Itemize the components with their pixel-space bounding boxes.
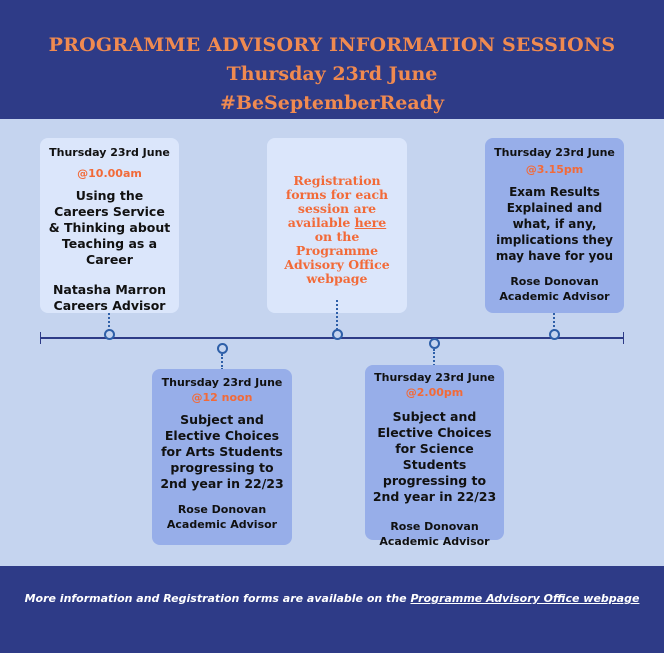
- registration-text: [267, 138, 407, 286]
- page-title: PROGRAMME ADVISORY INFORMATION SESSIONS: [48, 34, 616, 56]
- connector-200: [433, 349, 435, 366]
- session-date: Thursday 23rd June: [494, 146, 615, 159]
- timeline-marker-200: [429, 338, 440, 349]
- session-title: Exam Results Explained and what, if any, implications they may have for you: [495, 185, 614, 263]
- event-date: Thursday 23rd June: [226, 63, 438, 85]
- session-presenter: Rose Donovan: [177, 503, 267, 516]
- connector-1200: [221, 354, 223, 370]
- session-presenter-role: Academic Advisor: [166, 518, 278, 531]
- session-presenter: Rose Donovan: [390, 520, 479, 533]
- session-time: @2.00pm: [405, 386, 464, 399]
- session-title: Using the Careers Service & Thinking about Teaching as a Career: [48, 188, 171, 267]
- session-card-1200: [152, 369, 292, 545]
- session-time: @3.15pm: [525, 163, 584, 176]
- timeline-marker-1000: [104, 329, 115, 340]
- hashtag: #BeSeptemberReady: [219, 92, 445, 114]
- footer-banner: [0, 566, 664, 653]
- connector-registration: [336, 300, 338, 330]
- session-date: Thursday 23rd June: [374, 371, 495, 384]
- registration-text-after: on the Programme Advisory Office webpage: [284, 229, 390, 286]
- footer-text: [0, 592, 664, 605]
- session-time: @10.00am: [77, 167, 142, 180]
- header-banner: [0, 0, 664, 119]
- session-card-200: [365, 365, 504, 548]
- timeline-marker-315: [549, 329, 560, 340]
- timeline-end-tick: [623, 332, 624, 344]
- session-presenter: Natasha Marron: [52, 282, 167, 297]
- registration-info-card: [267, 138, 407, 313]
- registration-text-before: Registration forms for each session are available: [285, 173, 389, 230]
- session-date: Thursday 23rd June: [161, 376, 283, 389]
- session-title: Subject and Elective Choices for Science Students progressing to 2nd year in 22/23: [372, 409, 497, 504]
- footer-webpage-link[interactable]: Programme Advisory Office webpage: [410, 592, 640, 605]
- session-card-315: [485, 138, 624, 313]
- timeline-marker-registration: [332, 329, 343, 340]
- session-presenter: Rose Donovan: [510, 275, 599, 288]
- session-presenter-role: Academic Advisor: [499, 290, 610, 303]
- session-card-1000: [40, 138, 179, 313]
- footer-text-lead: More information and Registration forms are available on the: [24, 592, 407, 605]
- session-title: Subject and Elective Choices for Arts Students progressing to 2nd year in 22/23: [160, 412, 284, 491]
- timeline-marker-1200: [217, 343, 228, 354]
- session-presenter-role: Academic Advisor: [379, 535, 490, 548]
- registration-here-link[interactable]: here: [354, 215, 387, 230]
- session-presenter-role: Careers Advisor: [53, 298, 166, 313]
- timeline-start-tick: [40, 332, 41, 344]
- session-date: Thursday 23rd June: [49, 146, 170, 159]
- session-time: @12 noon: [191, 391, 253, 404]
